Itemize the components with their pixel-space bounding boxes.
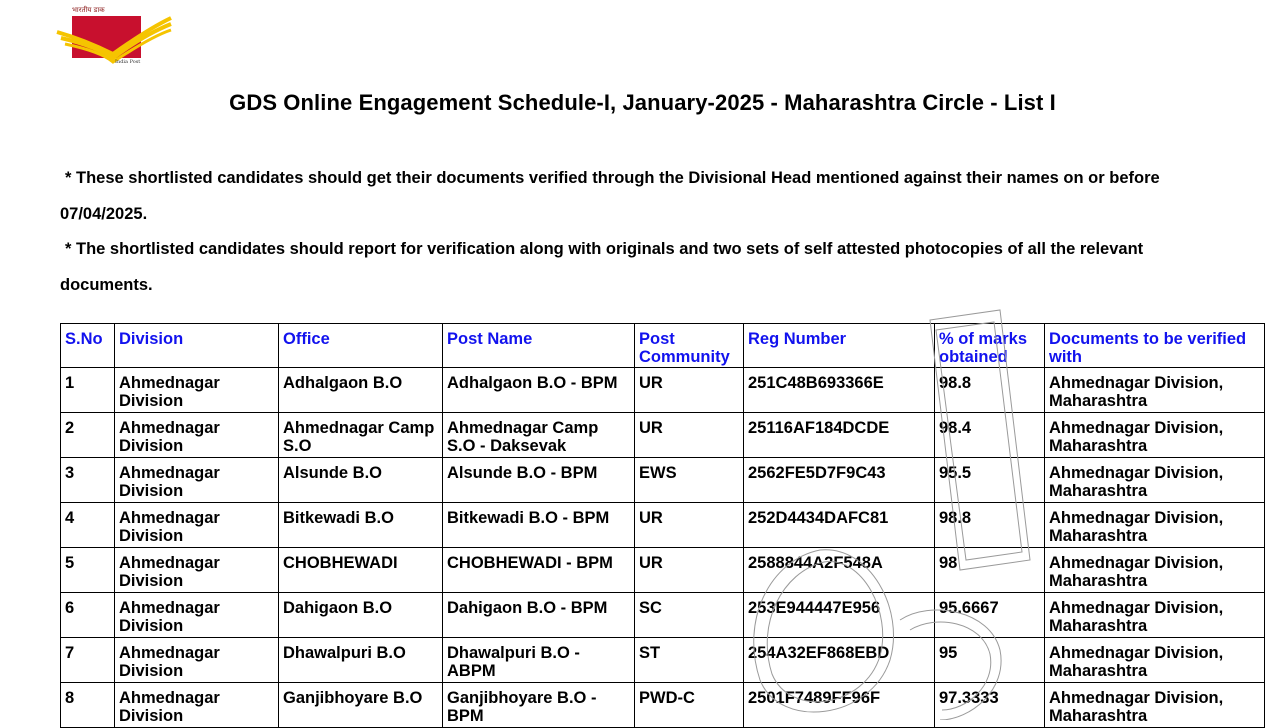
table-row: [61, 458, 1265, 503]
instructions: [60, 161, 1220, 303]
cell-post-community: UR: [635, 413, 744, 458]
cell-division: Ahmednagar Division: [115, 683, 279, 728]
cell-marks: 95.5: [935, 458, 1045, 503]
cell-documents: Ahmednagar Division, Maharashtra: [1045, 368, 1265, 413]
cell-sno: 5: [61, 548, 115, 593]
note-originals-photocopies: * The shortlisted candidates should report for verification along with originals and two sets of self attested photocopies of all the relevant documents.: [60, 240, 1144, 294]
table-row: [61, 548, 1265, 593]
cell-post-name: Bitkewadi B.O - BPM: [443, 503, 635, 548]
cell-office: Dhawalpuri B.O: [279, 638, 443, 683]
cell-post-name: Dhawalpuri B.O - ABPM: [443, 638, 635, 683]
col-header-office: Office: [279, 324, 443, 368]
cell-documents: Ahmednagar Division, Maharashtra: [1045, 413, 1265, 458]
cell-reg-number: 251C48B693366E: [744, 368, 935, 413]
cell-division: Ahmednagar Division: [115, 368, 279, 413]
page-title: GDS Online Engagement Schedule-I, January-2025 - Maharashtra Circle - List I: [229, 90, 1056, 115]
cell-post-name: Ganjibhoyare B.O - BPM: [443, 683, 635, 728]
col-header-documents: Documents to be verified with: [1045, 324, 1265, 368]
cell-post-community: UR: [635, 548, 744, 593]
cell-division: Ahmednagar Division: [115, 503, 279, 548]
table-row: [61, 638, 1265, 683]
note-documents-deadline: * These shortlisted candidates should get their documents verified through the Divisional Head mentioned against their names on or before 07/04/2025.: [60, 169, 1160, 223]
cell-office: Dahigaon B.O: [279, 593, 443, 638]
cell-division: Ahmednagar Division: [115, 638, 279, 683]
cell-post-name: Alsunde B.O - BPM: [443, 458, 635, 503]
cell-post-name: Ahmednagar Camp S.O - Daksevak: [443, 413, 635, 458]
col-header-division: Division: [115, 324, 279, 368]
col-header-post-community: Post Community: [635, 324, 744, 368]
cell-post-name: Adhalgaon B.O - BPM: [443, 368, 635, 413]
cell-division: Ahmednagar Division: [115, 413, 279, 458]
cell-office: Adhalgaon B.O: [279, 368, 443, 413]
cell-reg-number: 25116AF184DCDE: [744, 413, 935, 458]
cell-reg-number: 252D4434DAFC81: [744, 503, 935, 548]
cell-documents: Ahmednagar Division, Maharashtra: [1045, 593, 1265, 638]
shortlist-table: [60, 323, 1265, 728]
cell-sno: 6: [61, 593, 115, 638]
col-header-marks: % of marks obtained: [935, 324, 1045, 368]
india-post-emblem-icon: [55, 14, 173, 66]
cell-office: Ahmednagar Camp S.O: [279, 413, 443, 458]
cell-reg-number: 254A32EF868EBD: [744, 638, 935, 683]
cell-post-community: EWS: [635, 458, 744, 503]
cell-post-community: UR: [635, 503, 744, 548]
table-header-row: [61, 324, 1265, 368]
cell-division: Ahmednagar Division: [115, 458, 279, 503]
cell-post-community: UR: [635, 368, 744, 413]
cell-reg-number: 253E944447E956: [744, 593, 935, 638]
cell-post-name: Dahigaon B.O - BPM: [443, 593, 635, 638]
cell-sno: 8: [61, 683, 115, 728]
cell-reg-number: 2501F7489FF96F: [744, 683, 935, 728]
cell-division: Ahmednagar Division: [115, 593, 279, 638]
cell-documents: Ahmednagar Division, Maharashtra: [1045, 548, 1265, 593]
india-post-logo: [55, 6, 173, 68]
col-header-sno: S.No: [61, 324, 115, 368]
cell-post-community: SC: [635, 593, 744, 638]
cell-marks: 97.3333: [935, 683, 1045, 728]
table-row: [61, 413, 1265, 458]
cell-marks: 98.4: [935, 413, 1045, 458]
cell-sno: 4: [61, 503, 115, 548]
logo-english-text: India Post: [115, 59, 141, 65]
cell-marks: 98: [935, 548, 1045, 593]
cell-sno: 3: [61, 458, 115, 503]
table-row: [61, 368, 1265, 413]
table-row: [61, 593, 1265, 638]
col-header-reg-number: Reg Number: [744, 324, 935, 368]
cell-reg-number: 2562FE5D7F9C43: [744, 458, 935, 503]
cell-post-name: CHOBHEWADI - BPM: [443, 548, 635, 593]
cell-documents: Ahmednagar Division, Maharashtra: [1045, 503, 1265, 548]
cell-documents: Ahmednagar Division, Maharashtra: [1045, 683, 1265, 728]
cell-sno: 2: [61, 413, 115, 458]
cell-documents: Ahmednagar Division, Maharashtra: [1045, 458, 1265, 503]
cell-sno: 7: [61, 638, 115, 683]
cell-sno: 1: [61, 368, 115, 413]
cell-post-community: ST: [635, 638, 744, 683]
table-row: [61, 503, 1265, 548]
cell-office: Bitkewadi B.O: [279, 503, 443, 548]
cell-documents: Ahmednagar Division, Maharashtra: [1045, 638, 1265, 683]
cell-post-community: PWD-C: [635, 683, 744, 728]
cell-reg-number: 2588844A2F548A: [744, 548, 935, 593]
cell-office: Alsunde B.O: [279, 458, 443, 503]
cell-marks: 98.8: [935, 368, 1045, 413]
cell-marks: 95.6667: [935, 593, 1045, 638]
cell-marks: 98.8: [935, 503, 1045, 548]
cell-division: Ahmednagar Division: [115, 548, 279, 593]
cell-office: Ganjibhoyare B.O: [279, 683, 443, 728]
col-header-post-name: Post Name: [443, 324, 635, 368]
cell-marks: 95: [935, 638, 1045, 683]
cell-office: CHOBHEWADI: [279, 548, 443, 593]
logo-hindi-text: भारतीय डाक: [72, 6, 105, 14]
table-row: [61, 683, 1265, 728]
